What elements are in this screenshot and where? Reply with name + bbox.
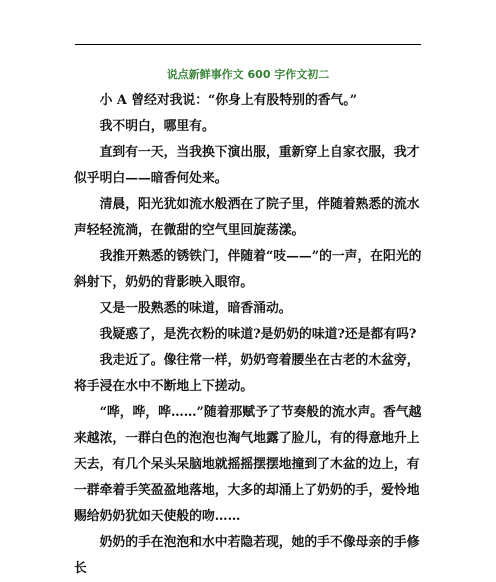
paragraph-5: 我推开熟悉的锈铁门，伴随着“吱——”的一声，在阳光的斜射下，奶奶的背影映入眼帘。: [74, 249, 422, 290]
document-title: 说点新鲜事作文 600 字作文初二: [166, 68, 330, 81]
paragraph-7: 我疑惑了，是洗衣粉的味道?是奶奶的味道?还是都有吗?: [99, 327, 417, 342]
paragraph-2: 我不明白，哪里有。: [99, 119, 215, 134]
paragraph-1: 小 A 曾经对我说：“你身上有股特别的香气。”: [99, 93, 358, 108]
paragraph-10: 奶奶的手在泡泡和水中若隐若现，她的手不像母亲的手修长: [74, 535, 420, 576]
header-rule: [75, 44, 421, 45]
paragraph-3: 直到有一天，当我换下演出服，重新穿上自家衣服，我才似乎明白——暗香何处来。: [74, 145, 420, 186]
document-body: [74, 88, 426, 582]
paragraph-4: 清晨，阳光犹如流水般洒在了院子里，伴随着熟悉的流水声轻轻流淌，在微甜的空气里回旋荡漾。: [74, 197, 420, 238]
paragraph-9: “哗，哗，哗……”随着那赋予了节奏般的流水声。香气越来越浓，一群白色的泡泡也淘气地露了脸儿，有的得意地升上天去，有几个呆头呆脑地就摇摇摆摆地撞到了木盆的边上，有一群牵着手笑盈盈地落地，大多的却涌上了奶奶的手，爱怜地赐给奶奶犹如天使般的吻……: [74, 405, 422, 524]
paragraph-8: 我走近了。像往常一样，奶奶弯着腰坐在古老的木盆旁，将手浸在水中不断地上下搓动。: [74, 353, 420, 394]
paragraph-6: 又是一股熟悉的味道，暗香涌动。: [99, 301, 292, 316]
